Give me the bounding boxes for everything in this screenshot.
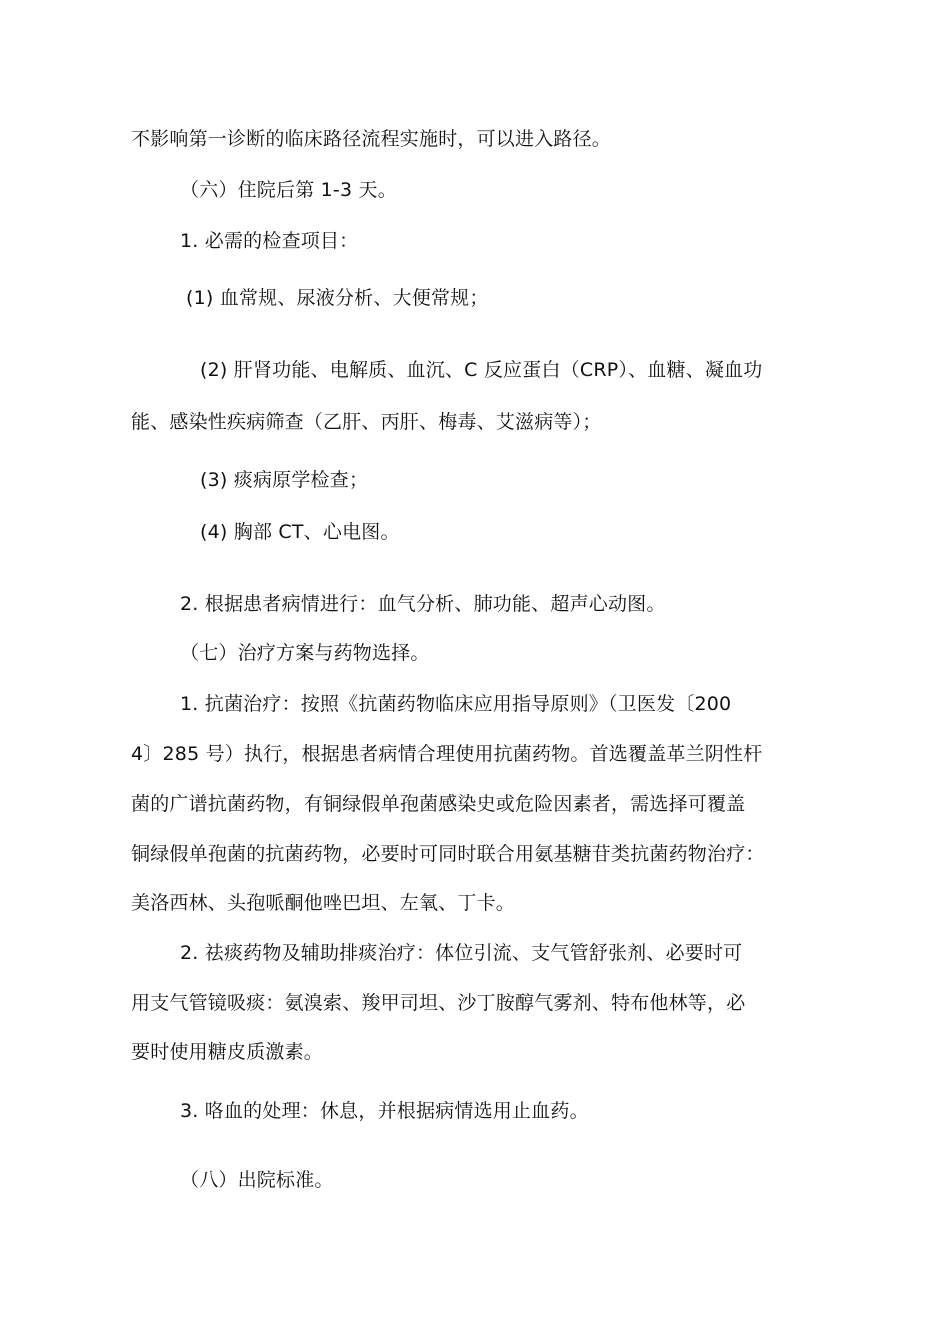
sub-list-item: (3) 痰病原学检查； (200, 469, 369, 491)
paragraph-line: 要时使用糖皮质激素。 (131, 1041, 324, 1063)
list-item: 1. 抗菌治疗：按照《抗菌药物临床应用指导原则》（卫医发〔200 (180, 693, 732, 715)
section-heading-six: （六）住院后第 1-3 天。 (180, 179, 397, 201)
paragraph-line: 菌的广谱抗菌药物，有铜绿假单孢菌感染史或危险因素者，需选择可覆盖 (131, 793, 746, 815)
section-heading-seven: （七）治疗方案与药物选择。 (180, 642, 430, 664)
list-item: 2. 根据患者病情进行：血气分析、肺功能、超声心动图。 (180, 593, 666, 615)
paragraph-line: 铜绿假单孢菌的抗菌药物，必要时可同时联合用氨基糖苷类抗菌药物治疗： (131, 843, 765, 865)
list-item-heading: 1. 必需的检查项目： (180, 230, 359, 252)
sub-list-item: (2) 肝肾功能、电解质、血沉、C 反应蛋白（CRP）、血糖、凝血功 (200, 359, 763, 381)
paragraph-line: 能、感染性疾病筛查（乙肝、丙肝、梅毒、艾滋病等）； (131, 411, 602, 433)
sub-list-item: (4) 胸部 CT、心电图。 (200, 521, 400, 543)
paragraph-line: 美洛西林、头孢哌酮他唑巴坦、左氧、丁卡。 (131, 892, 516, 914)
paragraph-line: 用支气管镜吸痰：氨溴索、羧甲司坦、沙丁胺醇气雾剂、特布他林等，必 (131, 992, 746, 1014)
sub-list-item: (1) 血常规、尿液分析、大便常规； (186, 287, 489, 309)
section-heading-eight: （八）出院标准。 (180, 1169, 334, 1191)
list-item: 3. 咯血的处理：休息，并根据病情选用止血药。 (180, 1100, 589, 1122)
paragraph-line: 不影响第一诊断的临床路径流程实施时，可以进入路径。 (131, 128, 612, 150)
list-item: 2. 祛痰药物及辅助排痰治疗：体位引流、支气管舒张剂、必要时可 (180, 942, 743, 964)
paragraph-line: 4〕285 号）执行，根据患者病情合理使用抗菌药物。首选覆盖革兰阴性杆 (131, 743, 763, 765)
